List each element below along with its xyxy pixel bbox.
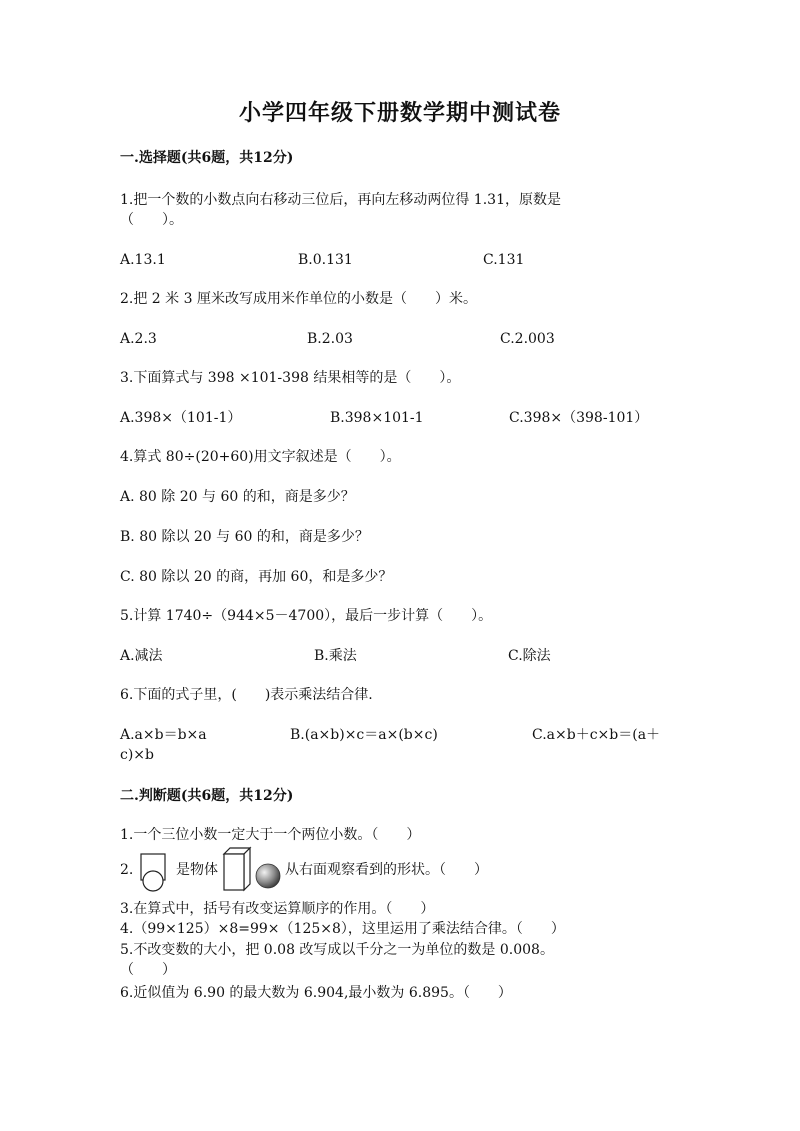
section-heading-choice: 一.选择题(共6题，共12分) xyxy=(120,150,294,166)
judgement-item-2-mid: 是物体 xyxy=(176,862,218,878)
question-6-option-b[interactable]: B.(a×b)×c＝a×(b×c) xyxy=(290,727,438,743)
question-5-option-a[interactable]: A.减法 xyxy=(120,648,163,664)
question-1-option-b[interactable]: B.0.131 xyxy=(298,252,353,268)
question-5-option-b[interactable]: B.乘法 xyxy=(314,648,357,664)
page-title: 小学四年级下册数学期中测试卷 xyxy=(238,100,561,126)
question-2-option-c[interactable]: C.2.003 xyxy=(500,331,555,347)
question-1-stem-cont: （ ）。 xyxy=(120,212,183,228)
question-4-option-a[interactable]: A. 80 除 20 与 60 的和，商是多少？ xyxy=(120,489,355,505)
question-3-stem: 3.下面算式与 398 ×101-398 结果相等的是（ ）。 xyxy=(120,370,461,386)
judgement-item-2-number: 2. xyxy=(120,862,134,878)
question-4-stem: 4.算式 80÷(20+60)用文字叙述是（ ）。 xyxy=(120,449,401,465)
question-6-option-c[interactable]: C.a×b＋c×b＝(a＋ xyxy=(532,727,661,743)
section-heading-judgement: 二.判断题(共6题，共12分) xyxy=(120,788,294,804)
view-shape-icon xyxy=(138,852,168,892)
question-6-stem: 6.下面的式子里，( )表示乘法结合律. xyxy=(120,687,373,703)
question-2-option-a[interactable]: A.2.3 xyxy=(120,331,157,347)
question-3-option-b[interactable]: B.398×101-1 xyxy=(330,410,424,426)
judgement-item-3: 3.在算式中，括号有改变运算顺序的作用。（ ） xyxy=(120,901,435,917)
judgement-item-1: 1.一个三位小数一定大于一个两位小数。（ ） xyxy=(120,827,421,843)
question-3-option-a[interactable]: A.398×（101-1） xyxy=(120,410,242,426)
question-5-option-c[interactable]: C.除法 xyxy=(508,648,551,664)
question-1-stem: 1.把一个数的小数点向右移动三位后，再向左移动两位得 1.31，原数是 xyxy=(120,192,561,208)
cuboid-and-sphere-icon xyxy=(222,846,286,892)
question-2-stem: 2.把 2 米 3 厘米改写成用米作单位的小数是（ ）米。 xyxy=(120,291,477,307)
question-2-option-b[interactable]: B.2.03 xyxy=(307,331,353,347)
judgement-item-5: 5.不改变数的大小，把 0.08 改写成以千分之一为单位的数是 0.008。 xyxy=(120,942,554,958)
question-3-option-c[interactable]: C.398×（398-101） xyxy=(509,410,649,426)
judgement-item-6: 6.近似值为 6.90 的最大数为 6.904,最小数为 6.895。（ ） xyxy=(120,985,512,1001)
judgement-item-4: 4.（99×125）×8=99×（125×8），这里运用了乘法结合律。（ ） xyxy=(120,921,565,937)
question-1-option-a[interactable]: A.13.1 xyxy=(120,252,166,268)
question-1-option-c[interactable]: C.131 xyxy=(483,252,525,268)
question-4-option-c[interactable]: C. 80 除以 20 的商，再加 60，和是多少？ xyxy=(120,569,393,585)
question-6-option-a[interactable]: A.a×b＝b×a xyxy=(120,727,207,743)
question-6-option-c-cont: c)×b xyxy=(120,747,154,763)
judgement-item-5-cont: （ ） xyxy=(120,962,176,978)
question-5-stem: 5.计算 1740÷（944×5－4700），最后一步计算（ ）。 xyxy=(120,608,493,624)
question-4-option-b[interactable]: B. 80 除以 20 与 60 的和，商是多少？ xyxy=(120,529,369,545)
judgement-item-2-end: 从右面观察看到的形状。（ ） xyxy=(285,862,488,878)
